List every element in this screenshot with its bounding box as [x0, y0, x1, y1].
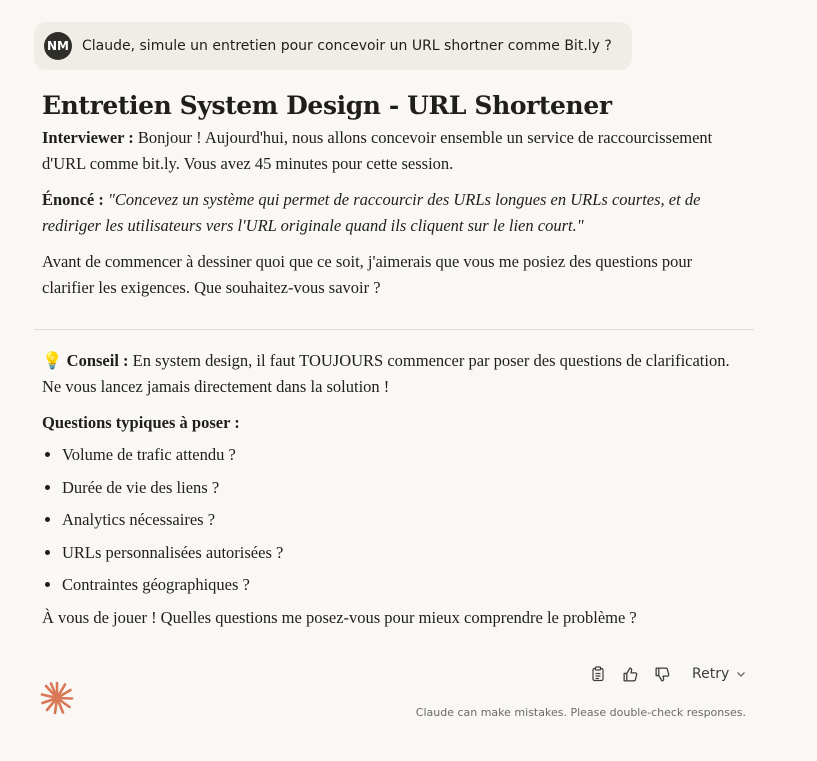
list-item: • Analytics nécessaires ? [62, 507, 742, 533]
intro-questions-paragraph: Avant de commencer à dessiner quoi que ce soit, j'aimerais que vous me posiez des questions pour clarifier les exigences. Que souhaitez-vous savoir ? [42, 252, 693, 297]
tip-paragraph [42, 348, 742, 400]
divider [34, 329, 754, 330]
claude-logo-icon [40, 681, 74, 715]
user-message-bubble [34, 22, 632, 70]
list-item: • Volume de trafic attendu ? [62, 442, 742, 468]
thumbs-down-icon [654, 666, 671, 683]
interviewer-paragraph [42, 125, 742, 177]
tip-label: Conseil : [66, 351, 129, 370]
response-title: Entretien System Design - URL Shortener [42, 91, 612, 120]
questions-heading: Questions typiques à poser : [42, 413, 240, 432]
disclaimer-text: Claude can make mistakes. Please double-check responses. [415, 706, 746, 719]
interviewer-label: Interviewer : [42, 128, 134, 147]
list-item: • Contraintes géographiques ? [62, 572, 742, 598]
chevron-down-icon [735, 668, 747, 680]
thumbs-down-button[interactable] [650, 662, 674, 686]
assistant-response [42, 90, 742, 311]
clipboard-icon [590, 666, 606, 682]
enonce-paragraph [42, 187, 742, 239]
thumbs-up-button[interactable] [618, 662, 642, 686]
retry-button[interactable] [692, 666, 747, 682]
message-actions [586, 662, 747, 686]
user-message-text: Claude, simule un entretien pour concevoir un URL shortner comme Bit.ly ? [82, 38, 612, 54]
closing-paragraph: À vous de jouer ! Quelles questions me posez-vous pour mieux comprendre le problème ? [42, 607, 637, 627]
enonce-label: Énoncé : [42, 190, 104, 209]
tip-text: En system design, il faut TOUJOURS commencer par poser des questions de clarification. Ne vous lancez jamais directement dans la solution ! [42, 351, 730, 396]
copy-button[interactable] [586, 662, 610, 686]
list-item: • URLs personnalisées autorisées ? [62, 540, 742, 566]
list-item: • Durée de vie des liens ? [62, 475, 742, 501]
lightbulb-icon: 💡 [42, 351, 63, 370]
avatar[interactable]: NM [44, 32, 72, 60]
questions-list [42, 442, 742, 598]
retry-label: Retry [692, 666, 730, 682]
enonce-text: "Concevez un système qui permet de raccourcir des URLs longues en URLs courtes, et de rediriger les utilisateurs vers l'URL originale quand ils cliquent sur le lien court." [42, 190, 701, 235]
interviewer-text: Bonjour ! Aujourd'hui, nous allons concevoir ensemble un service de raccourcissement d'URL comme bit.ly. Vous avez 45 minutes pour cette session. [42, 128, 713, 173]
assistant-response-tip [42, 348, 742, 641]
thumbs-up-icon [622, 666, 639, 683]
